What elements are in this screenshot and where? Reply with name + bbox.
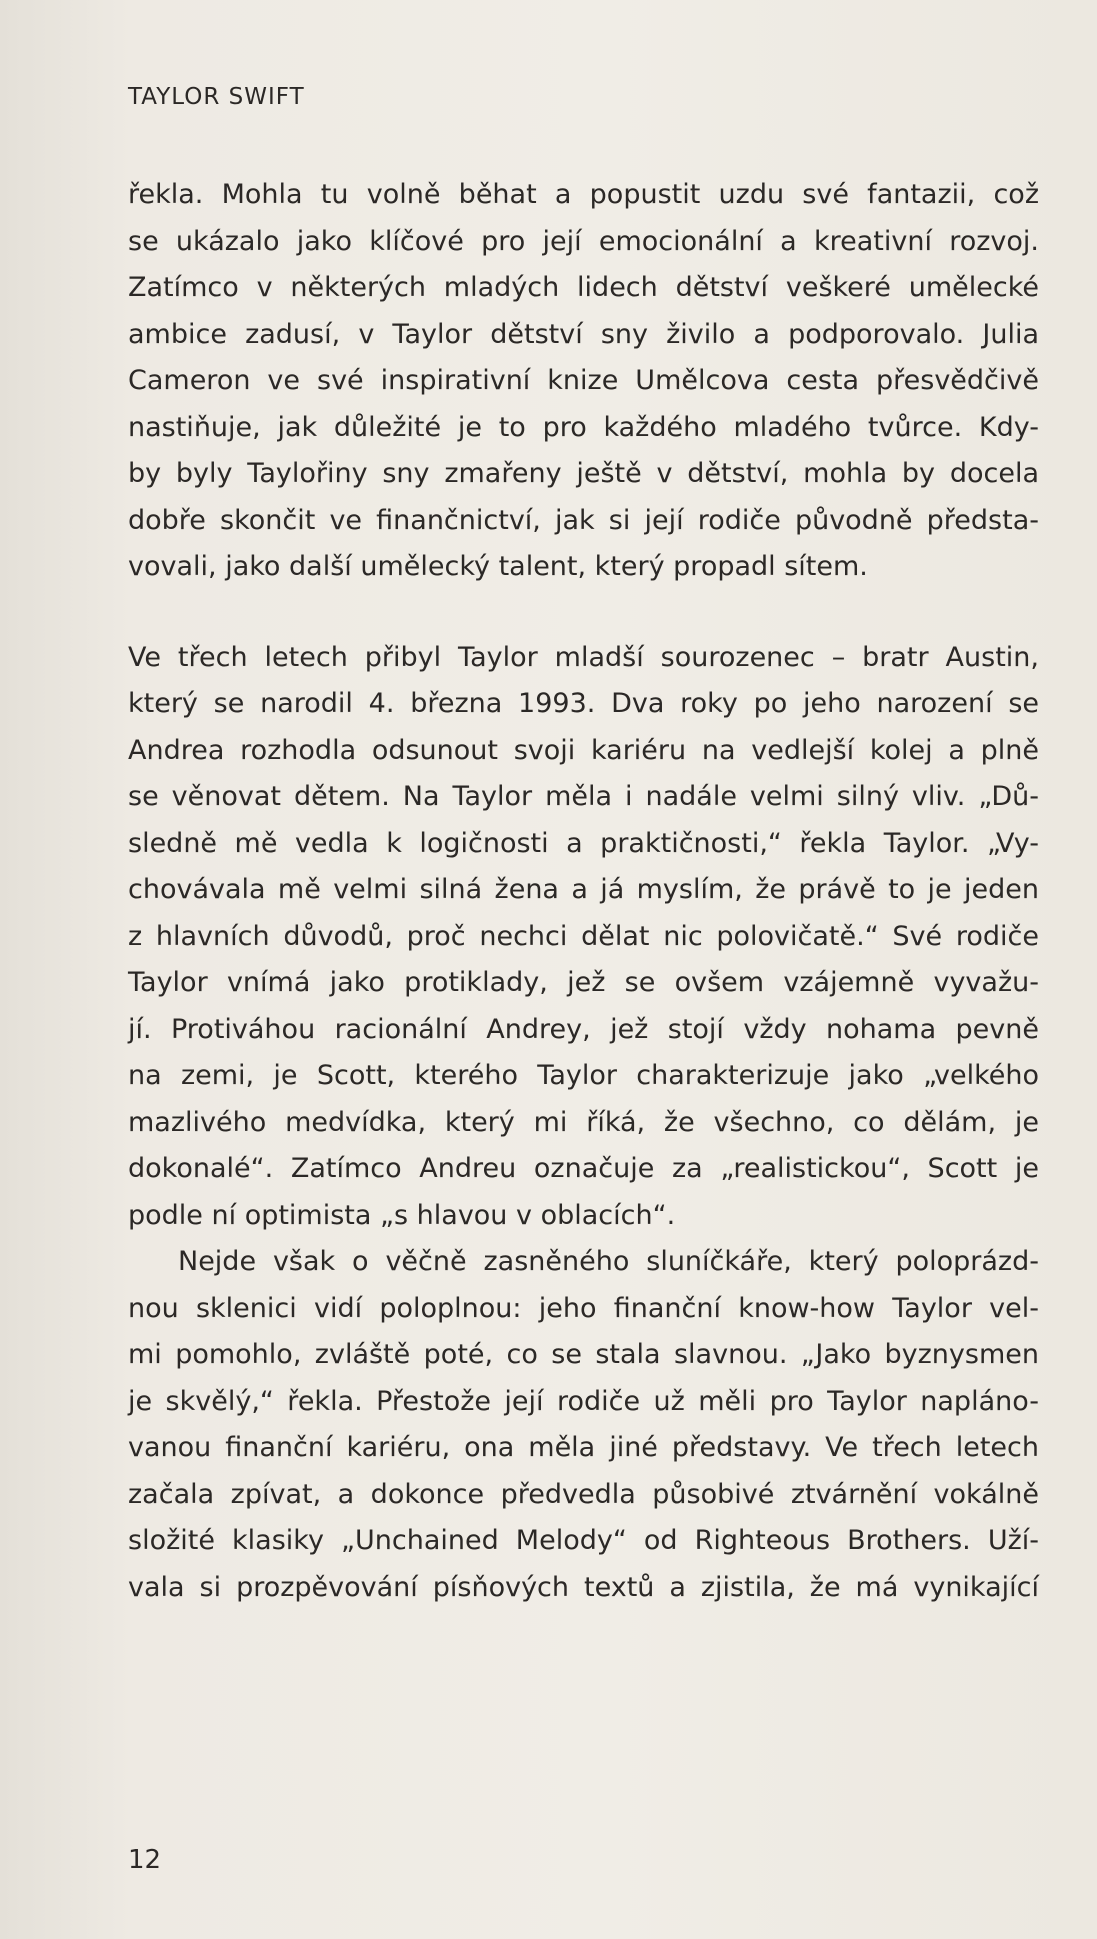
text-line: na zemi, je Scott, kterého Taylor charakterizuje jako „velkého	[128, 1060, 1039, 1091]
text-line: se věnovat dětem. Na Taylor měla i nadále velmi silný vliv. „Dů-	[128, 781, 1039, 812]
text-line: vanou finanční kariéru, ona měla jiné představy. Ve třech letech	[128, 1432, 1039, 1463]
text-line: se ukázalo jako klíčové pro její emocionální a kreativní rozvoj.	[128, 225, 1039, 257]
text-line: mi pomohlo, zvláště poté, co se stala slavnou. „Jako byznysmen	[128, 1339, 1039, 1370]
text-line: Ve třech letech přibyl Taylor mladší sourozenec – bratr Austin,	[128, 641, 1039, 673]
text-line: z hlavních důvodů, proč nechci dělat nic polovičatě.“ Své rodiče	[128, 920, 1039, 952]
running-head: TAYLOR SWIFT	[128, 84, 305, 110]
text-line: by byly Taylořiny sny zmařeny ještě v dětství, mohla by docela	[128, 458, 1039, 489]
text-line: jí. Protiváhou racionální Andrey, jež stojí vždy nohama pevně	[128, 1013, 1039, 1045]
text-line: dokonalé“. Zatímco Andreu označuje za „realistickou“, Scott je	[128, 1153, 1039, 1184]
text-line: chovávala mě velmi silná žena a já myslím, že právě to je jeden	[128, 874, 1039, 905]
text-line: vala si prozpěvování písňových textů a zjistila, že má vynikající	[128, 1571, 1039, 1603]
text-line: vovali, jako další umělecký talent, který propadl sítem.	[128, 551, 868, 582]
text-line: Cameron ve své inspirativní knize Umělcova cesta přesvědčivě	[128, 365, 1039, 396]
paragraph-1	[128, 172, 1039, 591]
text-line: Andrea rozhodla odsunout svoji kariéru na vedlejší kolej a plně	[128, 734, 1039, 766]
body-text	[128, 172, 1039, 1611]
text-line: Taylor vnímá jako protiklady, jež se ovšem vzájemně vyvažu-	[128, 967, 1039, 998]
text-line: ambice zadusí, v Taylor dětství sny živilo a podporovalo. Julia	[128, 318, 1039, 350]
text-line: Nejde však o věčně zasněného sluníčkáře, který poloprázd-	[178, 1246, 1039, 1277]
text-line: nou sklenici vidí poloplnou: jeho finanční know-how Taylor vel-	[128, 1292, 1039, 1324]
text-line: řekla. Mohla tu volně běhat a popustit uzdu své fantazii, což	[128, 179, 1039, 210]
page-number: 12	[128, 1845, 162, 1875]
text-line: mazlivého medvídka, který mi říká, že všechno, co dělám, je	[128, 1106, 1039, 1138]
text-line: který se narodil 4. března 1993. Dva roky po jeho narození se	[128, 688, 1039, 719]
text-line: dobře skončit ve finančnictví, jak si její rodiče původně předsta-	[128, 504, 1039, 536]
text-line: sledně mě vedla k logičnosti a praktičnosti,“ řekla Taylor. „Vy-	[128, 827, 1039, 859]
text-line: Zatímco v některých mladých lidech dětství veškeré umělecké	[128, 272, 1039, 303]
text-line: nastiňuje, jak důležité je to pro každého mladého tvůrce. Kdy-	[128, 411, 1039, 443]
text-line: začala zpívat, a dokonce předvedla působivé ztvárnění vokálně	[128, 1478, 1039, 1510]
text-line: podle ní optimista „s hlavou v oblacích“.	[128, 1199, 676, 1231]
paragraph-3	[128, 1239, 1039, 1611]
paragraph-2	[128, 635, 1039, 1240]
text-line: je skvělý,“ řekla. Přestože její rodiče už měli pro Taylor napláno-	[128, 1385, 1039, 1417]
text-line: složité klasiky „Unchained Melody“ od Righteous Brothers. Uží-	[128, 1525, 1039, 1556]
